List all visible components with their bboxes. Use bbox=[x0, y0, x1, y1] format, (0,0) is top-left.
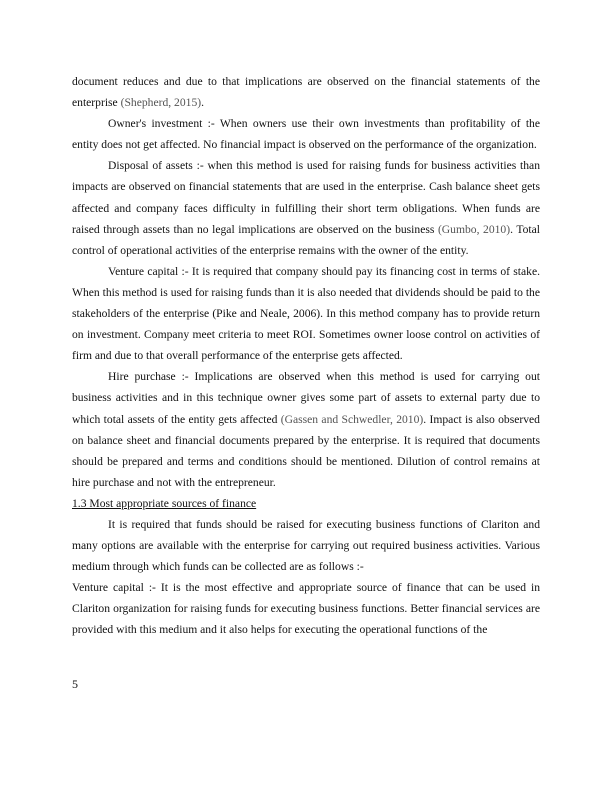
paragraph-disposal-of-assets bbox=[72, 155, 540, 260]
paragraph-section-intro: It is required that funds should be raised for executing business functions of Clariton and many options are available with the enterprise for carrying out required business activities. Various medium through which funds can be collected are as follows :- bbox=[72, 517, 540, 574]
page-body bbox=[72, 71, 540, 641]
citation: (Shepherd, 2015) bbox=[120, 96, 202, 110]
paragraph-venture-capital-source: Venture capital :- It is the most effective and appropriate source of finance that can be used in Clariton organization for raising funds for executing business functions. Better financial services are provided with this medium and it also helps for executing the operational functions of the bbox=[72, 581, 540, 637]
paragraph-text: . Total control of operational activities of the enterprise remains with the owner of the entity. bbox=[72, 222, 540, 257]
citation: (Gassen and Schwedler, 2010) bbox=[280, 412, 424, 426]
paragraph-text: document reduces and due to that implications are observed on the financial statements of the enterprise bbox=[72, 75, 540, 110]
citation: (Gumbo, 2010) bbox=[437, 222, 511, 236]
paragraph-text: . Impact is also observed on balance sheet and financial documents prepared by the enterprise. It is required that documents should be prepared and terms and conditions should be mentioned. Dilution of control remains at hire purchase and not with the entrepreneur. bbox=[72, 412, 540, 489]
paragraph-text: Disposal of assets :- when this method is used for raising funds for business activities than impacts are observed on financial statements that are used in the enterprise. Cash balance sheet gets affected and company faces difficulty in fulfilling their short term obligations. When funds are raised through assets than no legal implications are observed on the business bbox=[72, 159, 540, 236]
paragraph-owners-investment bbox=[72, 113, 540, 155]
page-number: 5 bbox=[72, 677, 78, 691]
section-heading: 1.3 Most appropriate sources of finance bbox=[72, 496, 257, 510]
paragraph-venture-capital bbox=[72, 261, 540, 366]
paragraph-text: Owner's investment :- When owners use their own investments than profitability of the entity does not get affected. No financial impact is observed on the performance of the organization. bbox=[72, 117, 540, 152]
paragraph-hire-purchase bbox=[72, 366, 540, 493]
paragraph-continuation bbox=[72, 71, 540, 113]
paragraph-text: Hire purchase :- Implications are observed when this method is used for carrying out business activities and in this technique owner gives some part of assets to external party due to which total assets of the entity gets affected bbox=[72, 370, 540, 426]
paragraph-text: Venture capital :- It is required that company should pay its financing cost in terms of stake. When this method is used for raising funds than it is also needed that dividends should be paid to the stakeholders of the enterprise (Pike and Neale, 2006). In this method company has to provide return on investment. Company meet criteria to meet ROI. Sometimes owner loose control on activities of firm and due to that overall performance of the enterprise gets affected. bbox=[72, 264, 540, 363]
paragraph-text: . bbox=[201, 96, 205, 110]
